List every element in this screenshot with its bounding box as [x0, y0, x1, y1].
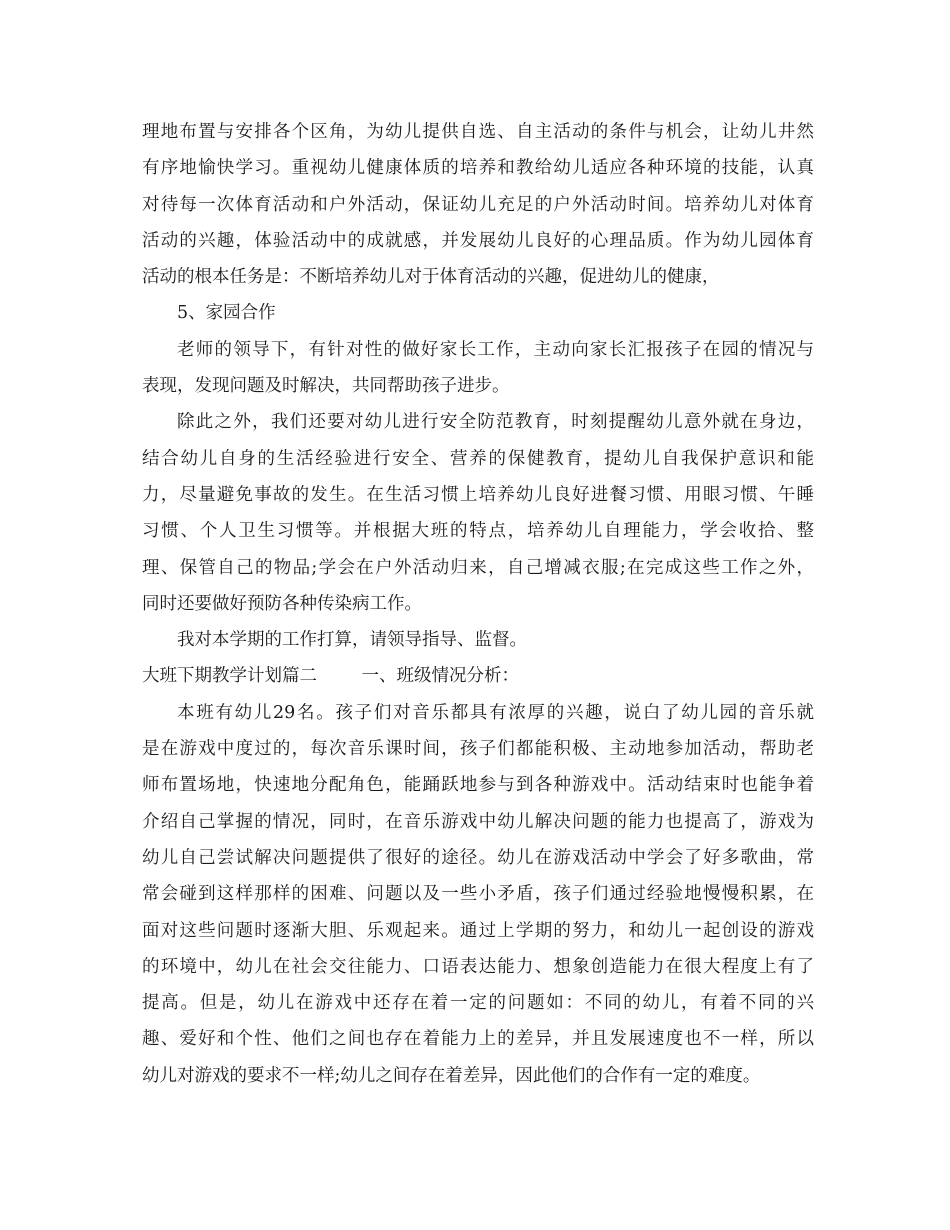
text-line: 习惯、个人卫生习惯等。并根据大班的特点，培养幼儿自理能力，学会收拾、整 — [142, 521, 814, 542]
text-line: 对待每一次体育活动和户外活动，保证幼儿充足的户外活动时间。培养幼儿对体育 — [142, 194, 814, 215]
paragraph-start: 本班有幼儿29名。孩子们对音乐都具有浓厚的兴趣，说白了幼儿园的音乐就 — [177, 702, 814, 723]
section-heading: 5、家园合作 — [177, 303, 276, 324]
text-line: 幼儿自己尝试解决问题提供了很好的途径。幼儿在游戏活动中学会了好多歌曲，常 — [142, 847, 814, 868]
text-line: 同时还要做好预防各种传染病工作。 — [142, 593, 422, 614]
text-line: 常会碰到这样那样的困难、问题以及一些小矛盾，孩子们通过经验地慢慢积累，在 — [142, 884, 814, 905]
document-body — [142, 114, 814, 1094]
text-line: 面对这些问题时逐渐大胆、乐观起来。通过上学期的努力，和幼儿一起创设的游戏 — [142, 920, 814, 941]
text-line: 是在游戏中度过的，每次音乐课时间，孩子们都能积极、主动地参加活动，帮助老 — [142, 739, 814, 760]
text-line: 理地布置与安排各个区角，为幼儿提供自选、自主活动的条件与机会，让幼儿井然 — [142, 122, 814, 142]
paragraph-start: 老师的领导下，有针对性的做好家长工作，主动向家长汇报孩子在园的情况与 — [177, 339, 814, 360]
text-line: 趣、爱好和个性、他们之间也存在着能力上的差异，并且发展速度也不一样，所以 — [142, 1029, 814, 1050]
text-line: 师布置场地，快速地分配角色，能踊跃地参与到各种游戏中。活动结束时也能争着 — [142, 775, 814, 796]
text-line: 有序地愉快学习。重视幼儿健康体质的培养和教给幼儿适应各种环境的技能，认真 — [142, 158, 814, 179]
paragraph-start: 除此之外，我们还要对幼儿进行安全防范教育，时刻提醒幼儿意外就在身边， — [177, 412, 814, 433]
plan-heading: 大班下期教学计划篇二 一、班级情况分析： — [142, 666, 520, 687]
text-line: 活动的根本任务是：不断培养幼儿对于体育活动的兴趣，促进幼儿的健康， — [142, 267, 720, 288]
text-line: 介绍自己掌握的情况，同时，在音乐游戏中幼儿解决问题的能力也提高了，游戏为 — [142, 811, 814, 832]
text-line: 的环境中，幼儿在社会交往能力、口语表达能力、想象创造能力在很大程度上有了 — [142, 956, 814, 977]
text-line: 提高。但是，幼儿在游戏中还存在着一定的问题如：不同的幼儿，有着不同的兴 — [142, 993, 814, 1014]
text-line: 幼儿对游戏的要求不一样;幼儿之间存在着差异，因此他们的合作有一定的难度。 — [142, 1065, 761, 1086]
paragraph-start: 我对本学期的工作打算，请领导指导、监督。 — [177, 630, 527, 651]
text-line: 力，尽量避免事故的发生。在生活习惯上培养幼儿良好进餐习惯、用眼习惯、午睡 — [142, 484, 814, 505]
text-line: 理、保管自己的物品;学会在户外活动归来，自己增减衣服;在完成这些工作之外， — [142, 557, 814, 578]
text-line: 表现，发现问题及时解决，共同帮助孩子进步。 — [142, 376, 510, 397]
text-line: 结合幼儿自身的生活经验进行安全、营养的保健教育，提幼儿自我保护意识和能 — [142, 448, 814, 469]
text-line: 活动的兴趣，体验活动中的成就感，并发展幼儿良好的心理品质。作为幼儿园体育 — [142, 230, 814, 251]
